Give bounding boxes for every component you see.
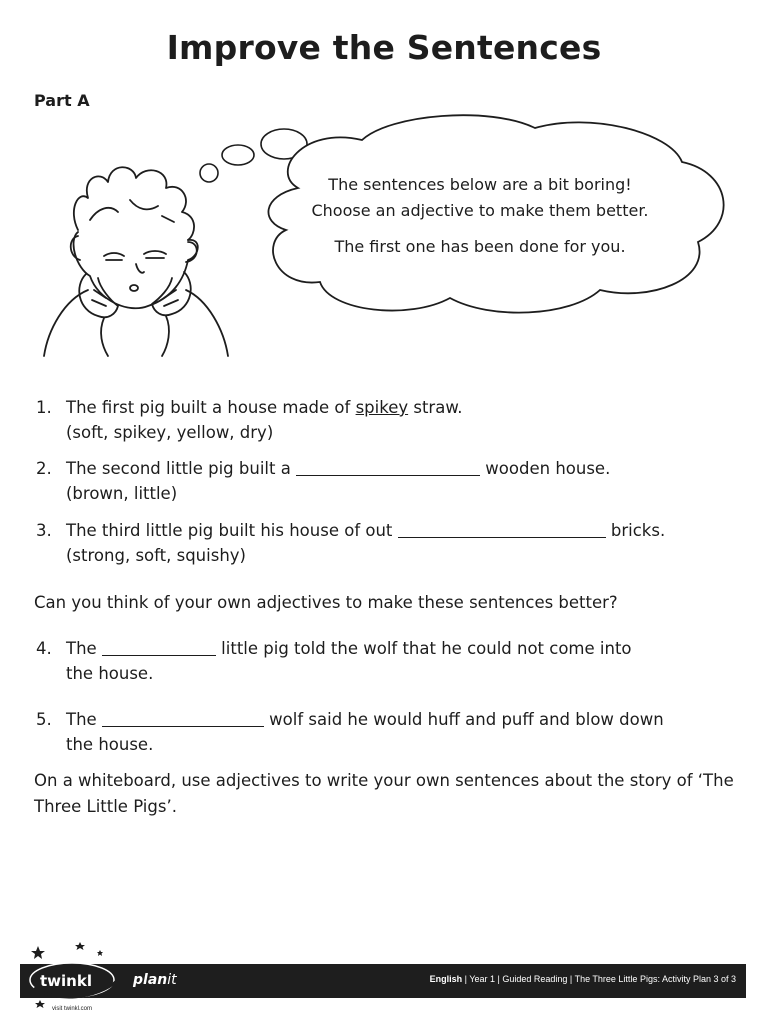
q5-answer-blank[interactable] — [102, 708, 264, 727]
footer-subject: English — [429, 974, 463, 984]
q4-text-after: little pig told the wolf that he could not come into — [215, 639, 632, 658]
twinkl-logo-text: twinkl — [40, 972, 92, 990]
q5-line-2: the house. — [66, 735, 154, 754]
bubble-line-3: The first one has been done for you. — [334, 237, 626, 256]
footer-bar — [20, 964, 746, 998]
planit-suffix: it — [167, 972, 177, 988]
question-number: 4. — [36, 639, 52, 658]
planit-prefix: plan — [133, 972, 168, 988]
planit-logo — [133, 972, 177, 988]
footer-breadcrumb — [430, 974, 736, 984]
bubble-instructions — [280, 172, 680, 260]
q2-text-after: wooden house. — [480, 459, 611, 478]
q1-text-after: straw. — [408, 398, 463, 417]
bubble-line-2: Choose an adjective to make them better. — [311, 201, 649, 220]
q3-text-before: The third little pig built his house of out — [66, 521, 398, 540]
part-label: Part A — [34, 91, 90, 110]
page-title: Improve the Sentences — [166, 28, 602, 67]
question-number: 1. — [36, 398, 52, 417]
q4-answer-blank[interactable] — [102, 637, 216, 656]
footer-details: | Year 1 | Guided Reading | The Three Little Pigs: Activity Plan 3 of 3 — [462, 974, 736, 984]
question-2 — [36, 456, 736, 508]
q4-text-before: The — [66, 639, 102, 658]
whiteboard-instruction: On a whiteboard, use adjectives to write your own sentences about the story of ‘The Three Little Pigs’. — [34, 771, 734, 816]
q3-answer-blank[interactable] — [398, 519, 606, 538]
question-4 — [36, 636, 736, 688]
q2-options: (brown, little) — [66, 484, 178, 503]
q2-answer-blank[interactable] — [296, 457, 480, 476]
question-number: 3. — [36, 521, 52, 540]
q1-answer: spikey — [355, 398, 409, 417]
q4-line-2: the house. — [66, 664, 154, 683]
q5-text-after: wolf said he would huff and puff and blow down — [263, 710, 664, 729]
question-1 — [36, 395, 736, 447]
question-number: 5. — [36, 710, 52, 729]
q1-text-before: The first pig built a house made of — [66, 398, 356, 417]
q1-options: (soft, spikey, yellow, dry) — [66, 423, 274, 442]
visit-link[interactable]: visit twinkl.com — [52, 1006, 93, 1012]
question-5 — [36, 707, 736, 759]
question-number: 2. — [36, 459, 52, 478]
bored-boy-illustration — [38, 160, 232, 358]
bubble-line-1: The sentences below are a bit boring! — [328, 175, 632, 194]
q5-text-before: The — [66, 710, 102, 729]
q3-options: (strong, soft, squishy) — [66, 546, 246, 565]
question-3 — [36, 518, 736, 570]
own-adjectives-prompt: Can you think of your own adjectives to make these sentences better? — [34, 593, 618, 612]
q2-text-before: The second little pig built a — [66, 459, 297, 478]
q3-text-after: bricks. — [605, 521, 666, 540]
